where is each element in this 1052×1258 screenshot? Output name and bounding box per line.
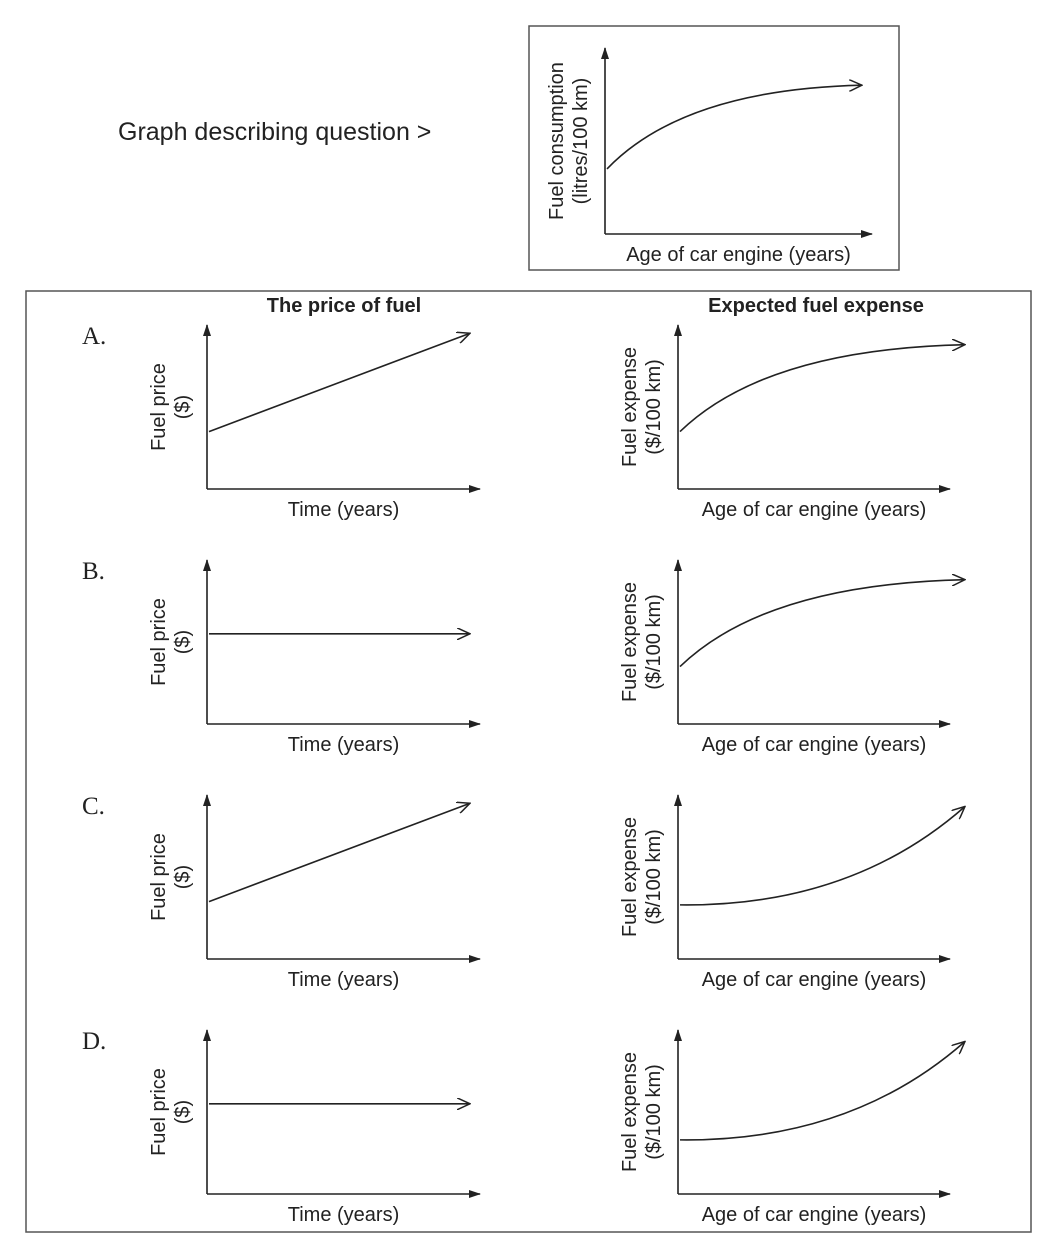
option-c-price-x-label: Time (years) <box>287 969 400 991</box>
option-a-price-y-label-line1: Fuel price <box>148 363 170 451</box>
option-d-price-x-label: Time (years) <box>287 1204 400 1226</box>
option-d-price-y-label-line2: ($) <box>172 1099 194 1125</box>
option-label: D. <box>82 1028 107 1055</box>
option-d-expense-y-label-line2: ($/100 km) <box>643 1064 665 1160</box>
option-a-price-y-label-line2: ($) <box>172 394 194 420</box>
option-b-expense-x-label: Age of car engine (years) <box>701 734 927 756</box>
column-heading-price: The price of fuel <box>266 295 422 317</box>
option-c-expense-x-label: Age of car engine (years) <box>701 969 927 991</box>
option-label: B. <box>82 558 105 585</box>
option-a-expense-y-label-line2: ($/100 km) <box>643 359 665 455</box>
options-frame <box>26 291 1031 1232</box>
option-a-expense-x-label: Age of car engine (years) <box>701 499 927 521</box>
question-prompt: Graph describing question > <box>118 118 432 146</box>
column-heading-expense: Expected fuel expense <box>708 295 924 317</box>
question-graph-y-label-line1: Fuel consumption <box>546 62 568 220</box>
option-b-price-y-label-line1: Fuel price <box>148 598 170 686</box>
question-graph-y-label-line2: (litres/100 km) <box>570 77 592 205</box>
option-label: C. <box>82 793 105 820</box>
option-d-expense-y-label-line1: Fuel expense <box>619 1051 641 1173</box>
option-c-expense-y-label-line1: Fuel expense <box>619 816 641 938</box>
option-c-expense-y-label-line2: ($/100 km) <box>643 829 665 925</box>
option-c-price-y-label-line1: Fuel price <box>148 833 170 921</box>
question-graph-x-label: Age of car engine (years) <box>626 244 851 266</box>
option-d-price-y-label-line1: Fuel price <box>148 1068 170 1156</box>
option-a-expense-y-label-line1: Fuel expense <box>619 346 641 468</box>
option-a-price-x-label: Time (years) <box>287 499 400 521</box>
option-b-price-x-label: Time (years) <box>287 734 400 756</box>
option-b-expense-y-label-line2: ($/100 km) <box>643 594 665 690</box>
option-c-price-y-label-line2: ($) <box>172 864 194 890</box>
option-label: A. <box>82 323 107 350</box>
option-b-expense-y-label-line1: Fuel expense <box>619 581 641 703</box>
option-d-expense-x-label: Age of car engine (years) <box>701 1204 927 1226</box>
option-b-price-y-label-line2: ($) <box>172 629 194 655</box>
